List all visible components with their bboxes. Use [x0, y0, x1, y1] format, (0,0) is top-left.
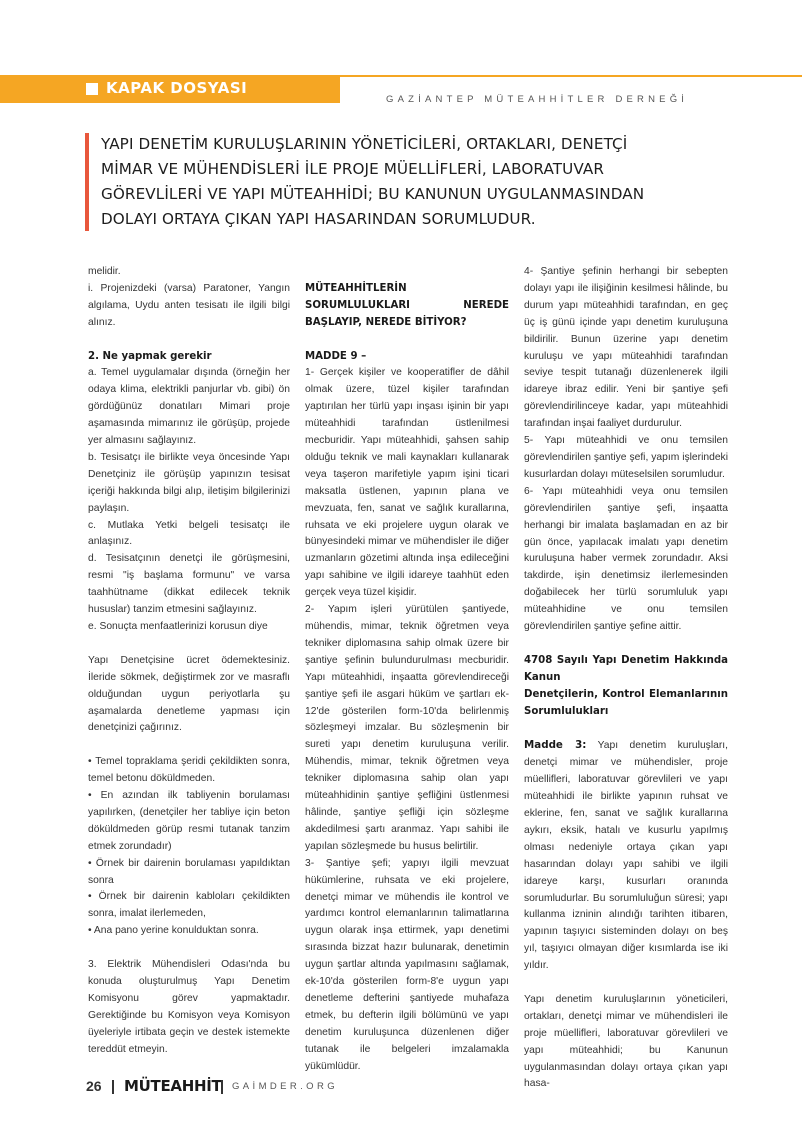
page-number: 26 [86, 1078, 102, 1094]
magazine-logo: MÜTEAHHİT [124, 1077, 222, 1095]
paragraph: d. Tesisatçının denetçi ile görüşmesini, resmi "iş başlama formunu" ve varsa taahhütname (dikkat edilecek teknik hususlar) tanzim etmesini sağlayınız. [88, 553, 290, 616]
paragraph: • En azından ilk tabliyenin borulaması yapılırken, (denetçiler her tabliye için beton döküldmeden görüp resmi tutanak tanzim etmek zorundadır) [88, 790, 290, 852]
paragraph-spacer [305, 264, 509, 281]
paragraph: e. Sonuçta menfaatlerinizi korusun diye [88, 621, 268, 633]
paragraph: 3- Şantiye şefi; yapıyı ilgili mevzuat hükümlerine, ruhsata ve eki projelere, denetçi mimar ve mühendis ile kontrol ve yardımcı kontrol elemanlarının talimatlarına uygun olarak inşa ettirmek, yapı denetimi sırasında bizzat hazır bulunarak, denetimin uygun şartlar altında yapılmasını sağlamak, ek-10'da gösterilen form-8'e uygun yapı denetleme defterini şantiyede muhafaza etmek, bu defterin ilgili bölümünü ve yapı denetim kuruluşunca düzenlenen diğer tutanak ile belgeleri imzalamakla yükümlüdür. [305, 857, 509, 1072]
paragraph: Yapı Denetçisine ücret ödemektesiniz. İleride sökmek, değiştirmek zor ve masraflı olduğundan uygun periyotlarla şu aşamalarda denetleme yapması için denetçinizi çağırınız. [88, 654, 290, 734]
paragraph: b. Tesisatçı ile birlikte veya öncesinde Yapı Denetçiniz ile görüşüp yapınızın tesisat içeriği hakkında bilgi alıp, iletişim bilgilerinizi paylaşın. [88, 451, 290, 514]
headline-line: MİMAR VE MÜHENDİSLERİ İLE PROJE MÜELLİFLERİ, LABORATUVAR [101, 160, 605, 178]
paragraph: 2- Yapım işleri yürütülen şantiyede, mühendis, mimar, teknik öğretmen veya tekniker diplomasına sahip olmak üzere bir şantiye şefinin bulundurulması mecburidir. Yapı müteahhidi, inşaatta görevlendireceği şantiye şefi ile asgari hüküm ve şartları ek-12'de gösterilen form-10'da belirlenmiş sözleşmeyi imzalar. Bu sözleşmenin bir sureti yapı denetim kuruluşuna verilir. Mühendis, mimar, teknik öğretmen veya tekniker diplomasına sahip olan yapı müteahhidinin şantiye şefliğini üstlenmesi hâlinde, şantiye şefliği için sözleşme akdedilmesi şartı aranmaz. Yapı sahibi ile yapılan sözleşmede bu husus belirtilir. [305, 604, 509, 852]
paragraph: a. Temel uygulamalar dışında (örneğin her odaya klima, elektrikli panjurlar vb. gibi) ön gördüğünüz donatıları Mimari proje aşamasında mimarınız ile görüşüp, projede yer almasını sağlayınız. [88, 367, 290, 447]
paragraph-spacer [88, 940, 290, 957]
paragraph-spacer [524, 720, 728, 737]
paragraph-spacer [524, 636, 728, 653]
section-heading: 2. Ne yapmak gerekir [88, 350, 212, 362]
association-name: GAZİANTEP MÜTEAHHİTLER DERNEĞİ [386, 94, 689, 105]
paragraph: • Temel topraklama şeridi çekildikten sonra, temel betonu döküldmeden. [88, 756, 290, 785]
paragraph: • Örnek bir dairenin kabloları çekildikten sonra, imalat ilerlemeden, [88, 891, 290, 920]
paragraph-lead: Madde 3: [524, 739, 587, 752]
paragraph-text: Yapı denetim kuruluşları, denetçi mimar ve mühendisler, proje müellifleri, laboratuvar görevlileri ve yapı müteahhidi ile birlikte yapının ruhsat ve eklerine, fen, sanat ve sağlık kurallarına aykırı, eksik, hatalı ve kusurlu yapılmış olması nedeniyle ortaya çıkan yapı hasarından dolayı yapı sahibi ve ilgili idareye karşı, kusurları oranında sorumludurlar. Bu sorumluluğun süresi; yapı kullanma izninin alındığı tarihten itibaren, yapının taşıyıcı sisteminden dolayı on beş yıl, taşıyıcı olmayan diğer kısımlarda ise iki yıldır. [524, 740, 728, 972]
paragraph: 4- Şantiye şefinin herhangi bir sebepten dolayı yapı ile ilişiğinin kesilmesi hâlinde, bu durum yapı müteahhidi tarafından, en geç üç iş günü içinde yapı denetim kuruluşuna bildirilir. Bunun üzerine yapı denetim kuruluşu ve yapı müteahhidi tarafından seviye tespit tutanağı düzenlenerek ilgili idareye ibraz edilir. Yeni bir şantiye şefi görevlendirilinceye kadar, yapı müteahhidi tarafından inşai faaliyet durdurulur. [524, 266, 728, 430]
footer-divider [221, 1080, 223, 1094]
paragraph: i. Projenizdeki (varsa) Paratoner, Yangın algılama, Uydu anten tesisatı ile ilgili bilgi alınız. [88, 282, 290, 328]
text-column-2 [305, 264, 509, 1075]
paragraph: 5- Yapı müteahhidi ve onu temsilen görevlendirilen şantiye şefi, yapım işlerindeki kusurlardan dolayı müteselsilen sorumludur. [524, 435, 728, 480]
paragraph: 3. Elektrik Mühendisleri Odası'nda bu konuda oluşturulmuş Yapı Denetim Komisyonu görev yapmaktadır. Gerektiğinde bu Komisyon veya Komisyon üyeleriyle irtibata geçin ve destek istemekte tereddüt etmeyin. [88, 959, 290, 1055]
headline-accent-bar [85, 133, 89, 231]
headline-line: DOLAYI ORTAYA ÇIKAN YAPI HASARINDAN SORUMLUDUR. [101, 210, 536, 228]
header-rule [340, 75, 802, 77]
text-column-1 [88, 264, 290, 1059]
headline [101, 132, 741, 232]
paragraph: • Örnek bir dairenin borulaması yapıldıktan sonra [88, 857, 290, 886]
section-banner [0, 75, 340, 103]
paragraph-spacer [88, 737, 290, 754]
paragraph-spacer [88, 636, 290, 653]
website-link[interactable]: GAİMDER.ORG [232, 1081, 339, 1092]
paragraph-spacer [88, 332, 290, 349]
paragraph: c. Mutlaka Yetki belgeli tesisatçı ile anlaşınız. [88, 519, 290, 548]
footer-divider [112, 1080, 114, 1094]
headline-line: GÖREVLİLERİ VE YAPI MÜTEAHHİDİ; BU KANUNUN UYGULANMASINDAN [101, 185, 645, 203]
paragraph: melidir. [88, 266, 121, 277]
section-heading: 4708 Sayılı Yapı Denetim Hakkında Kanun [524, 654, 728, 683]
section-heading: Denetçilerin, Kontrol Elemanlarının Sorumlulukları [524, 688, 728, 717]
section-heading: MADDE 9 – [305, 350, 367, 362]
section-heading: MÜTEAHHİTLERİN SORUMLULUKLARI NEREDE BAŞLAYIP, NEREDE BİTİYOR? [305, 282, 509, 328]
paragraph [524, 737, 728, 975]
section-label: KAPAK DOSYASI [106, 79, 248, 97]
paragraph: Yapı denetim kuruluşlarının yöneticileri, ortakları, denetçi mimar ve mühendisleri ile proje müellifleri, laboratuvar görevlileri ve yapı müteahhidi; bu Kanunun uygulanmasından dolayı ortaya çıkan yapı hasa- [524, 993, 728, 1090]
headline-line: YAPI DENETİM KURULUŞLARININ YÖNETİCİLERİ, ORTAKLARI, DENETÇİ [101, 135, 628, 153]
paragraph: 6- Yapı müteahhidi veya onu temsilen görevlendirilen şantiye şefi, inşaatta herhangi bir imalata başlamadan en az bir gün önce, yapılacak imalatı yapı denetim kuruluşuna haber vermek zorundadır. Aksi takdirde, işin denetimsiz ilerlemesinden doğabilecek her türlü sorumluluk yapı müteahhidine ve onu temsilen görevlendirilen şantiye şefine aittir. [524, 485, 728, 633]
square-icon [86, 83, 98, 95]
text-column-3 [524, 264, 728, 1093]
paragraph-spacer [305, 332, 509, 349]
paragraph: • Ana pano yerine konulduktan sonra. [88, 925, 259, 937]
paragraph: 1- Gerçek kişiler ve kooperatifler de dâhil olmak üzere, tüzel kişiler tarafından yaptırılan her türlü yapı inşası işinin bir yapı müteahhidi tarafından üstlenilmesi mecburidir. Yapı müteahhidi, şahsen sahip olduğu teknik ve mali kaynakları kullanarak veya taşeron marifetiyle yapım işini ticari maksatla üstlenen, yapının plana ve mevzuata, fen, sanat ve sağlık kurallarına, ruhsata ve eki projelere uygun olarak ve bünyesindeki mimar ve mühendisler ile diğer uzmanların gözetimi altında inşa edileceğini yapı sahibine ve ilgili idareye taahhüt eden gerçek veya tüzel kişidir. [305, 367, 509, 599]
paragraph-spacer [524, 975, 728, 992]
